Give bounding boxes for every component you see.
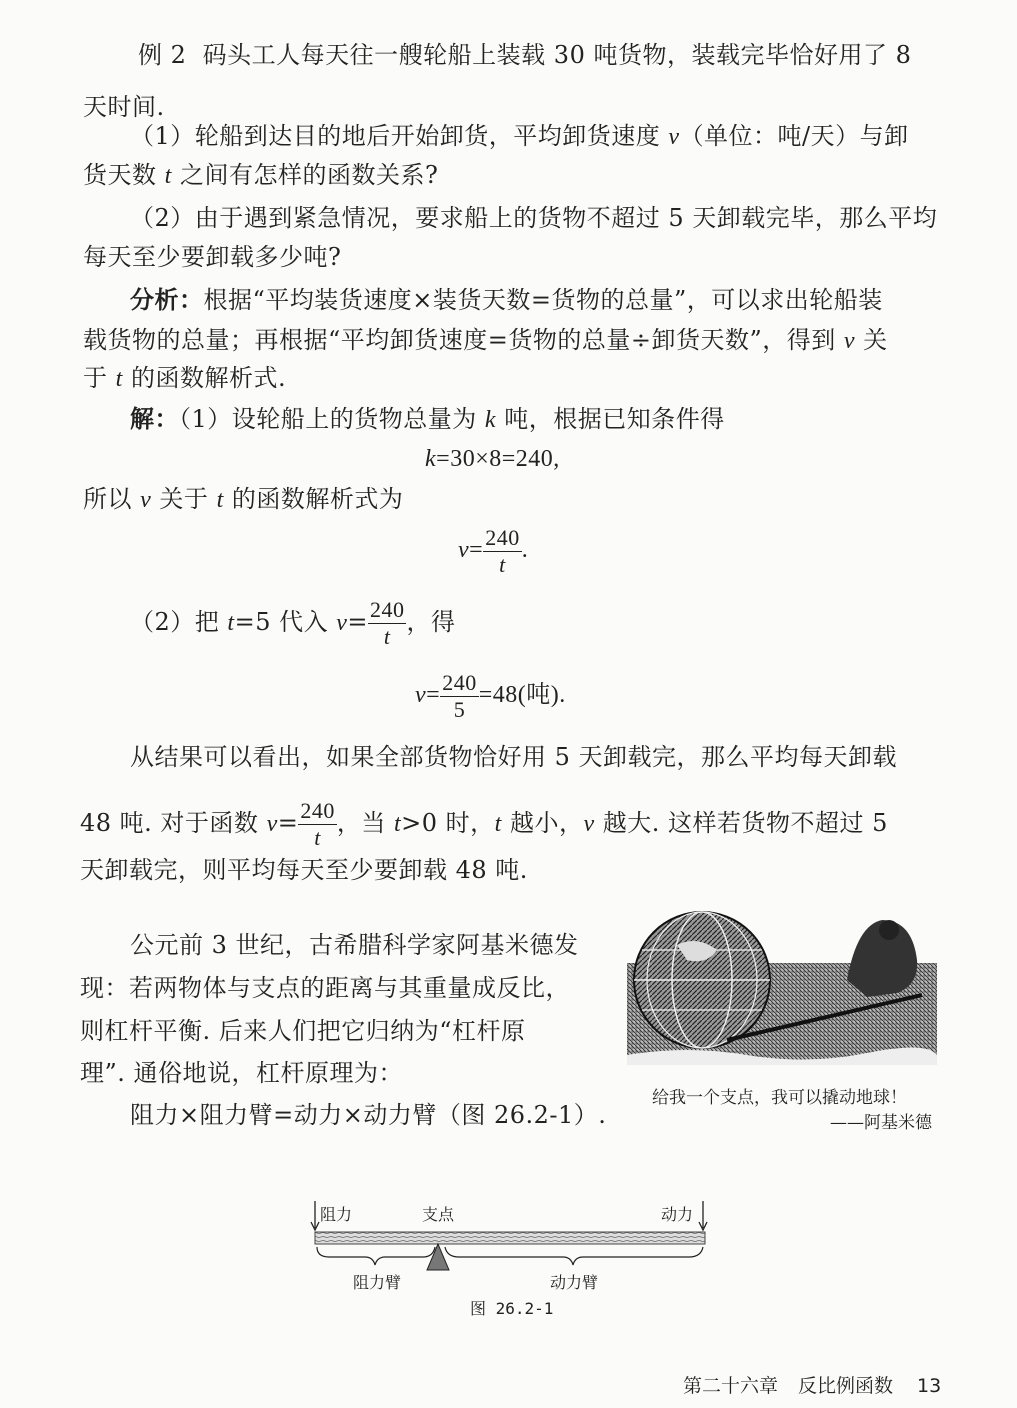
lever-line-1: 公元前 3 世纪，古希腊科学家阿基米德发 bbox=[130, 931, 579, 959]
solution-label: 解： bbox=[130, 404, 179, 433]
footer-chapter: 第二十六章 bbox=[683, 1375, 779, 1397]
resistance-arm-label: 阻力臂 bbox=[353, 1273, 402, 1292]
effort-label: 动力 bbox=[661, 1205, 694, 1224]
fulcrum-label: 支点 bbox=[422, 1205, 455, 1224]
equation-v-of-t: v= $\frac{240}{t}$ . bbox=[458, 525, 529, 577]
lever-line-2: 现：若两物体与支点的距离与其重量成反比， bbox=[80, 974, 570, 1002]
question-1-line-1: （1）轮船到达目的地后开始卸货，平均卸货速度 v（单位：吨/天）与卸 bbox=[130, 122, 909, 150]
fraction: $\frac{240}{t}$ bbox=[300, 798, 335, 850]
conclusion-line-2: 48 吨. 对于函数 v= $\frac{240}{t}$ ，当 t>0 时，t 越小，v 越大. 这样若货物不超过 5 bbox=[80, 798, 888, 850]
lever-formula: 阻力×阻力臂=动力×动力臂（图 26.2-1）. bbox=[130, 1101, 607, 1129]
archimedes-illustration bbox=[627, 905, 937, 1065]
question-2-line-2: 每天至少要卸载多少吨? bbox=[83, 243, 342, 271]
example-line-1 bbox=[138, 40, 911, 70]
effort-arm-label: 动力臂 bbox=[550, 1273, 599, 1292]
equation-k: k=30×8=240, bbox=[425, 446, 560, 472]
equation-result: v= $\frac{240}{5}$ =48(吨). bbox=[415, 670, 566, 722]
fraction: $\frac{240}{t}$ bbox=[485, 525, 520, 577]
figure-caption: 图 26.2-1 bbox=[470, 1299, 554, 1318]
example-label: 例 2 bbox=[138, 41, 187, 69]
resistance-label: 阻力 bbox=[320, 1205, 353, 1224]
solution-line-1: 解：（1）设轮船上的货物总量为 k 吨，根据已知条件得 bbox=[130, 404, 725, 433]
conclusion-line-3: 天卸载完，则平均每天至少要卸载 48 吨. bbox=[80, 856, 528, 884]
page-number: 13 bbox=[917, 1375, 942, 1397]
example-line-2: 天时间. bbox=[83, 93, 165, 121]
example-intro: 码头工人每天往一艘轮船上装载 30 吨货物，装载完毕恰好用了 8 bbox=[202, 41, 912, 69]
question-2-line-1: （2）由于遇到紧急情况，要求船上的货物不超过 5 天卸载完毕，那么平均 bbox=[130, 204, 938, 232]
analysis-line-1: 分析：根据“平均装货速度×装货天数=货物的总量”，可以求出轮船装 bbox=[130, 285, 883, 314]
solution-part-2: （2）把 t=5 代入 v= $\frac{240}{t}$ ，得 bbox=[130, 597, 456, 649]
archimedes-globe-lever-icon bbox=[627, 905, 937, 1065]
illustration-quote: 给我一个支点，我可以撬动地球！ bbox=[652, 1088, 907, 1108]
solution-line-2: 所以 v 关于 t 的函数解析式为 bbox=[83, 485, 404, 513]
fraction: $\frac{240}{t}$ bbox=[369, 597, 405, 649]
lever-diagram bbox=[305, 1195, 715, 1325]
footer-title: 反比例函数 bbox=[798, 1375, 894, 1397]
analysis-label: 分析： bbox=[130, 285, 204, 314]
lever-line-3: 则杠杆平衡. 后来人们把它归纳为“杠杆原 bbox=[80, 1017, 526, 1045]
analysis-line-2: 载货物的总量；再根据“平均卸货速度=货物的总量÷卸货天数”，得到 v 关 bbox=[83, 326, 888, 354]
lever-line-4: 理”. 通俗地说，杠杆原理为： bbox=[80, 1059, 404, 1087]
illustration-author: ——阿基米德 bbox=[830, 1113, 932, 1133]
analysis-line-3: 于 t 的函数解析式. bbox=[83, 364, 287, 392]
conclusion-line-1: 从结果可以看出，如果全部货物恰好用 5 天卸载完，那么平均每天卸载 bbox=[130, 743, 898, 771]
question-1-line-2: 货天数 t 之间有怎样的函数关系? bbox=[83, 161, 439, 189]
fraction: $\frac{240}{5}$ bbox=[442, 670, 477, 722]
